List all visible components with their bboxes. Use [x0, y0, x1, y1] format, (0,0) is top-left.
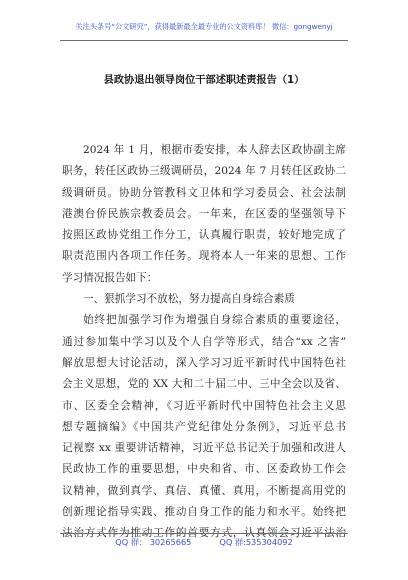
body-line: 会主义思想，党的 XX 大和二十届二中、三中全会以及省、	[62, 378, 346, 391]
body-line: 民政协工作的重要思想，中央和省、市、区委政协工作会	[62, 463, 346, 476]
body-line: 解放思想大讨论活动，深入学习习近平新时代中国特色社	[62, 356, 346, 369]
footer-qq-group-2: QQ 群:535304092	[219, 537, 293, 547]
body-line: 级调研员。协助分管教科文卫体和学习委员会、社会法制	[62, 186, 346, 199]
body-line: 议精神，做到真学、真信、真懂、真用，不断提高用党的	[62, 484, 346, 497]
body-line: 记视察 xx 重要讲话精神，习近平总书记关于加强和改进人	[62, 442, 346, 455]
body-line: 职责范围内各项工作任务。现将本人一年来的思想、工作	[62, 250, 346, 263]
body-line: 法治方式作为推动工作的首要方式，认真领会习近平法治	[62, 527, 346, 540]
footer	[0, 537, 408, 548]
body-line: 2024 年 1 月，根据市委安排，本人辞去区政协副主席	[83, 144, 346, 156]
footer-qq-group-1: QQ 群： 30265665	[115, 537, 192, 547]
body-line: 始终把加强学习作为增强自身综合素质的重要途径，	[83, 314, 346, 327]
section-heading: 一、狠抓学习不放松，努力提高自身综合素质	[83, 293, 295, 306]
document-body	[62, 140, 346, 545]
header-divider	[60, 40, 348, 41]
body-line: 想专题摘编》《中国共产党纪律处分条例》，习近平总书	[62, 420, 346, 433]
body-line: 学习情况报告如下：	[62, 271, 158, 284]
body-line: 市、区委全会精神，《习近平新时代中国特色社会主义思	[62, 399, 346, 412]
footer-divider	[60, 533, 348, 534]
document-title: 县政协退出领导岗位干部述职述责报告（1）	[103, 75, 305, 86]
body-line: 创新理论指导实践、推动自身工作的能力和水平。始终把	[62, 506, 346, 519]
body-line: 按照区政协党组工作分工，认真履行职责，较好地完成了	[62, 229, 346, 242]
body-line: 职务，转任区政协三级调研员，2024 年 7 月转任区政协二	[62, 165, 346, 178]
header-banner: 关注头条号“公文研究”，获得最新最全最专业的公文资料库！ 微信：gongwenyj	[75, 22, 333, 31]
body-line: 通过参加集中学习以及个人自学等形式，结合“xx 之害”	[62, 335, 346, 348]
body-line: 港澳台侨民族宗教委员会。一年来，在区委的坚强领导下	[62, 207, 346, 220]
